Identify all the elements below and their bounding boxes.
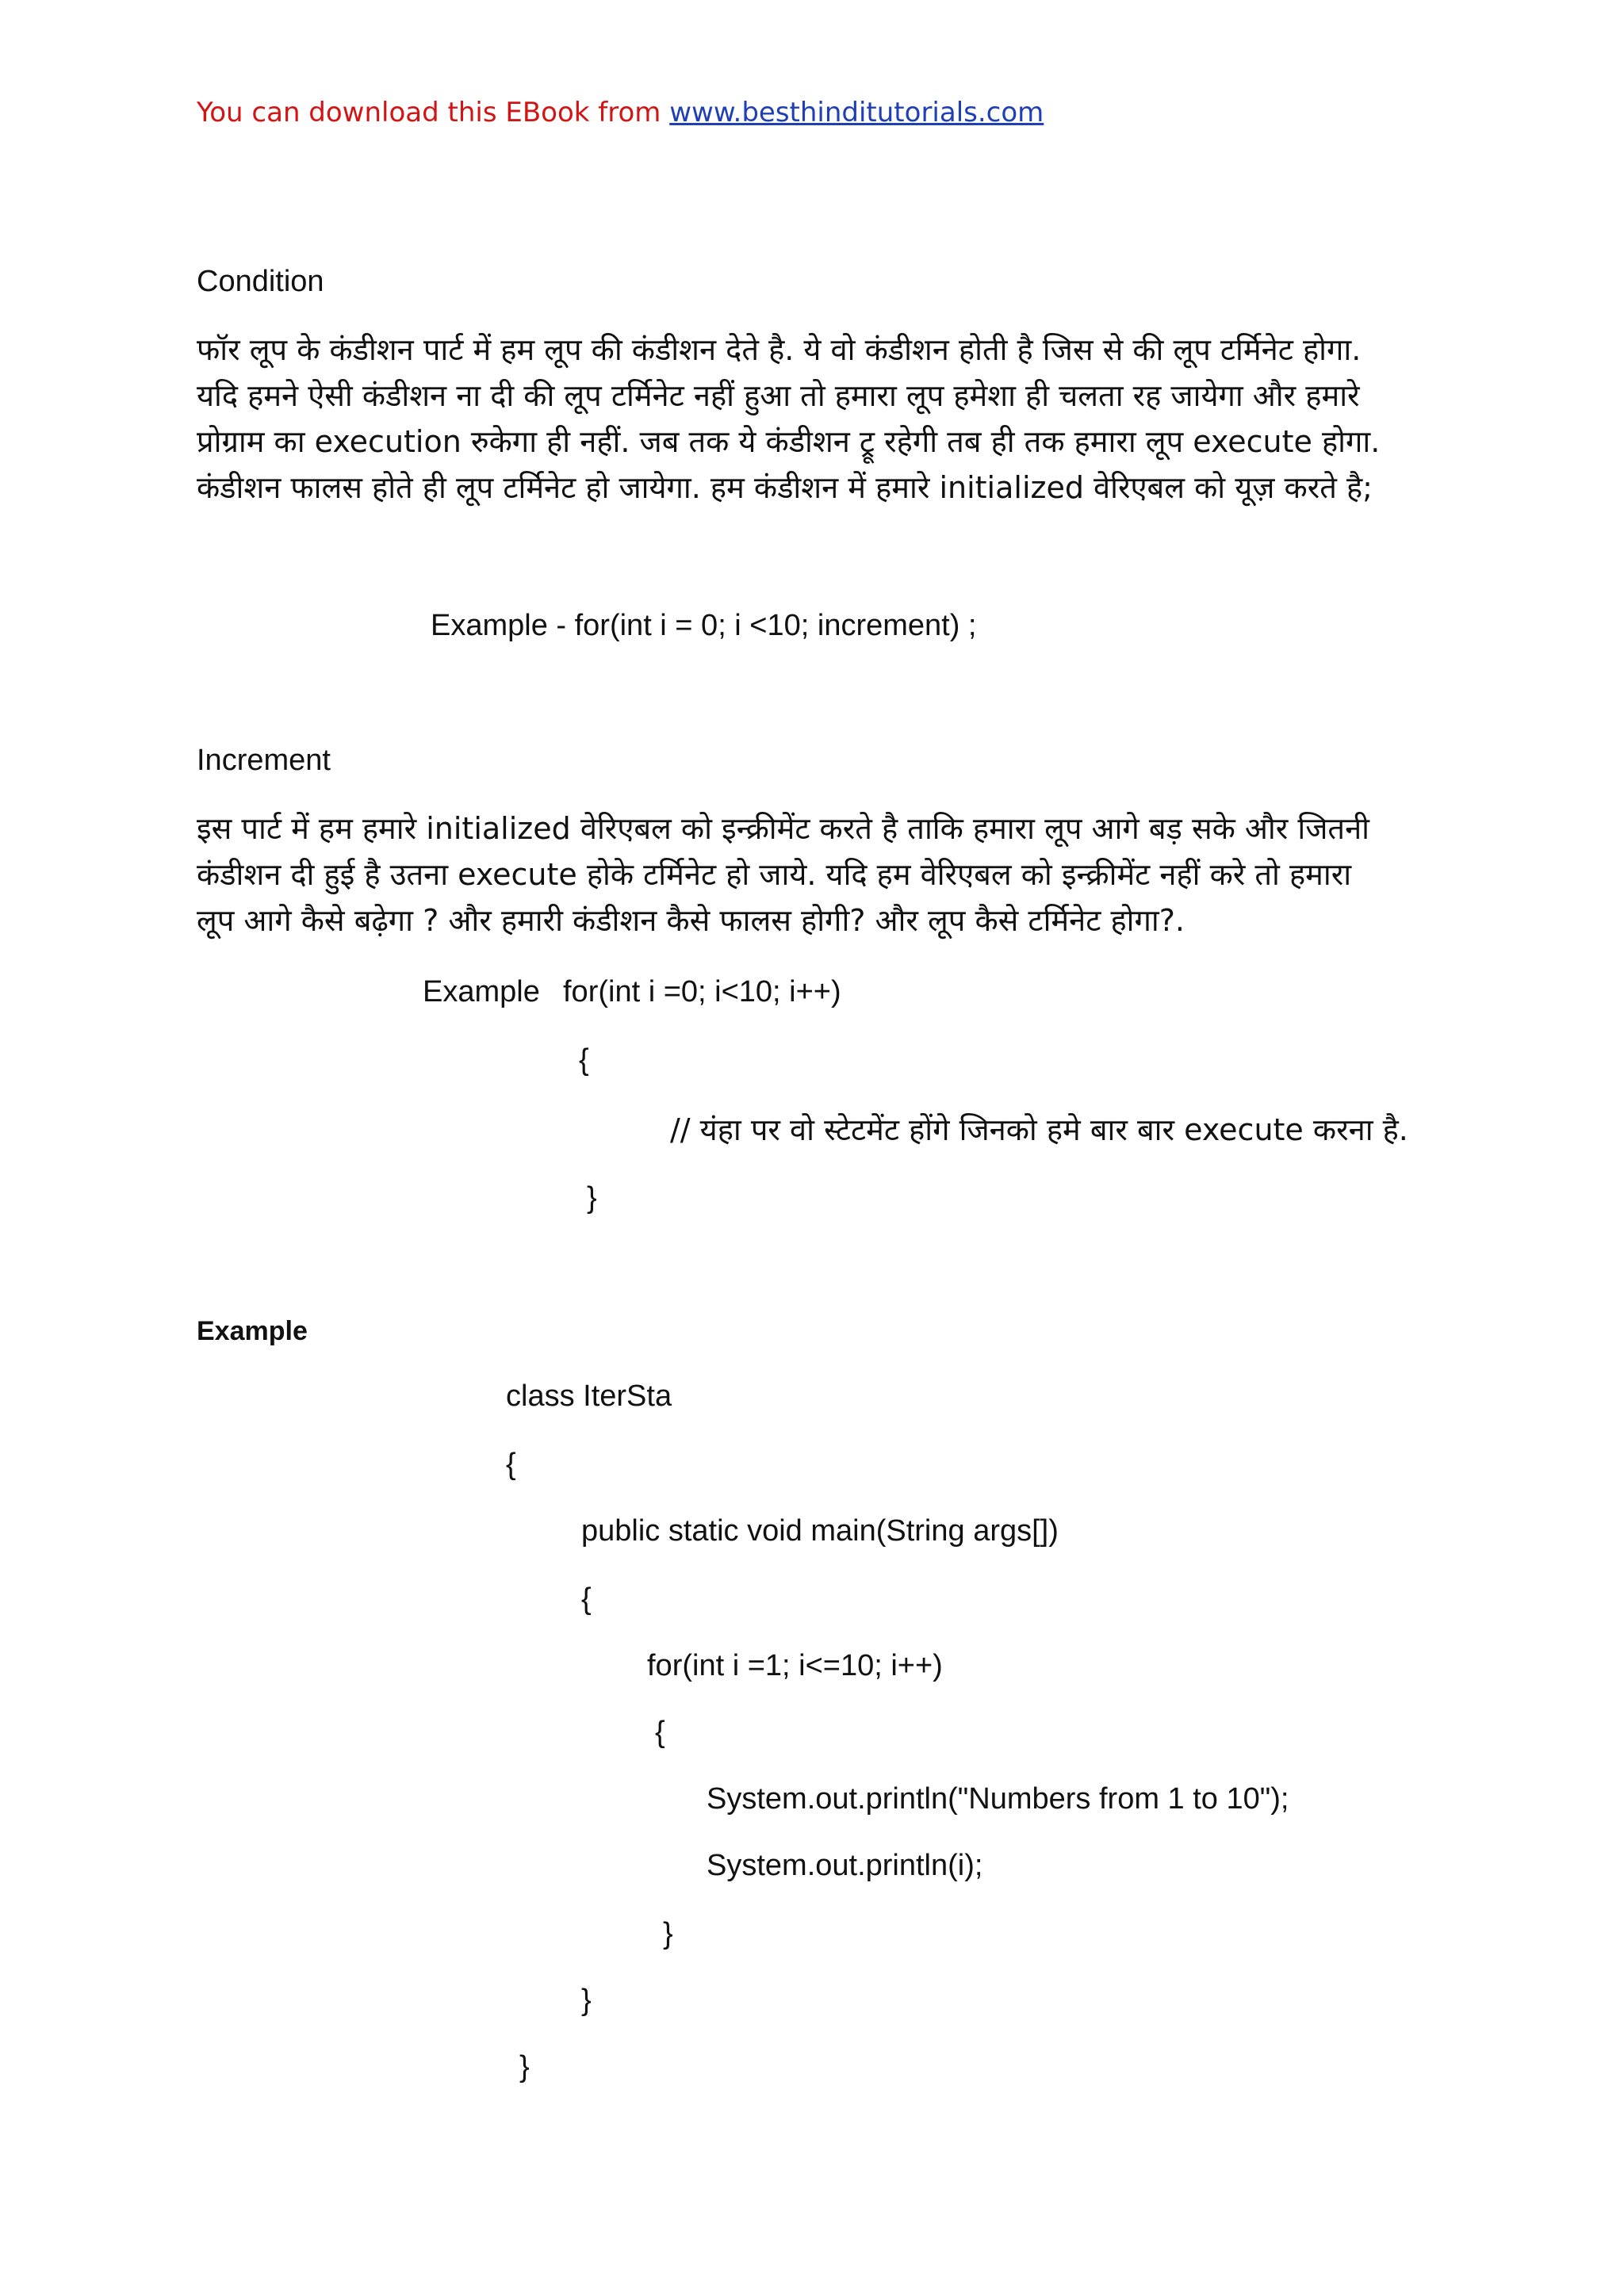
condition-line-1: फॉर लूप के कंडीशन पार्ट में हम लूप की कंडीशन देते है. ये वो कंडीशन होती है जिस से की लूप टर्मिनेट होगा. xyxy=(197,332,1362,367)
increment-line-2: कंडीशन दी हुई है उतना execute होके टर्मिनेट हो जाये. यदि हम वेरिएबल को इन्क्रीमेंट नहीं करे तो हमारा xyxy=(197,857,1352,892)
increment-line-3: लूप आगे कैसे बढ़ेगा ? और हमारी कंडीशन कैसे फालस होगी? और लूप कैसे टर्मिनेट होगा?. xyxy=(197,903,1185,938)
increment-paragraph xyxy=(197,806,1369,943)
increment-close-brace: } xyxy=(587,1181,597,1215)
code-line-10: } xyxy=(581,1984,592,2017)
example-heading: Example xyxy=(197,1316,308,1346)
condition-line-2: यदि हमने ऐसी कंडीशन ना दी की लूप टर्मिनेट नहीं हुआ तो हमारा लूप हमेशा ही चलता रह जायेगा और हमारे xyxy=(197,378,1360,413)
code-line-8: System.out.println(i); xyxy=(707,1849,983,1882)
code-line-11: } xyxy=(519,2050,530,2084)
code-line-7: System.out.println("Numbers from 1 to 10"); xyxy=(707,1782,1289,1816)
increment-line-1: इस पार्ट में हम हमारे initialized वेरिएबल को इन्क्रीमेंट करते है ताकि हमारा लूप आगे बड़ सके और जितनी xyxy=(197,811,1370,846)
condition-line-4: कंडीशन फालस होते ही लूप टर्मिनेट हो जायेगा. हम कंडीशन में हमारे initialized वेरिएबल को यूज़ करते है; xyxy=(197,470,1373,505)
code-line-3: public static void main(String args[]) xyxy=(581,1514,1059,1548)
download-notice xyxy=(197,97,1044,128)
code-line-6: { xyxy=(655,1716,665,1749)
condition-example: Example - for(int i = 0; i <10; increment) ; xyxy=(431,609,977,642)
code-line-9: } xyxy=(663,1917,673,1950)
condition-line-3: प्रोग्राम का execution रुकेगा ही नहीं. जब तक ये कंडीशन ट्रू रहेगी तब ही तक हमारा लूप execute होगा. xyxy=(197,424,1381,459)
increment-comment: // यंहा पर वो स्टेटमेंट होंगे जिनको हमे बार बार execute करना है. xyxy=(670,1112,1408,1147)
download-notice-text: You can download this EBook from xyxy=(197,97,670,128)
increment-example-label: Example xyxy=(423,975,540,1008)
increment-heading: Increment xyxy=(197,744,331,777)
code-line-5: for(int i =1; i<=10; i++) xyxy=(647,1649,943,1682)
increment-open-brace: { xyxy=(579,1043,589,1077)
code-line-4: { xyxy=(581,1582,592,1616)
code-line-2: { xyxy=(506,1448,516,1481)
condition-heading: Condition xyxy=(197,265,324,298)
website-link[interactable]: www.besthinditutorials.com xyxy=(669,97,1044,128)
condition-paragraph xyxy=(197,327,1380,511)
code-line-1: class IterSta xyxy=(506,1380,672,1413)
increment-example-code: for(int i =0; i<10; i++) xyxy=(563,975,841,1008)
